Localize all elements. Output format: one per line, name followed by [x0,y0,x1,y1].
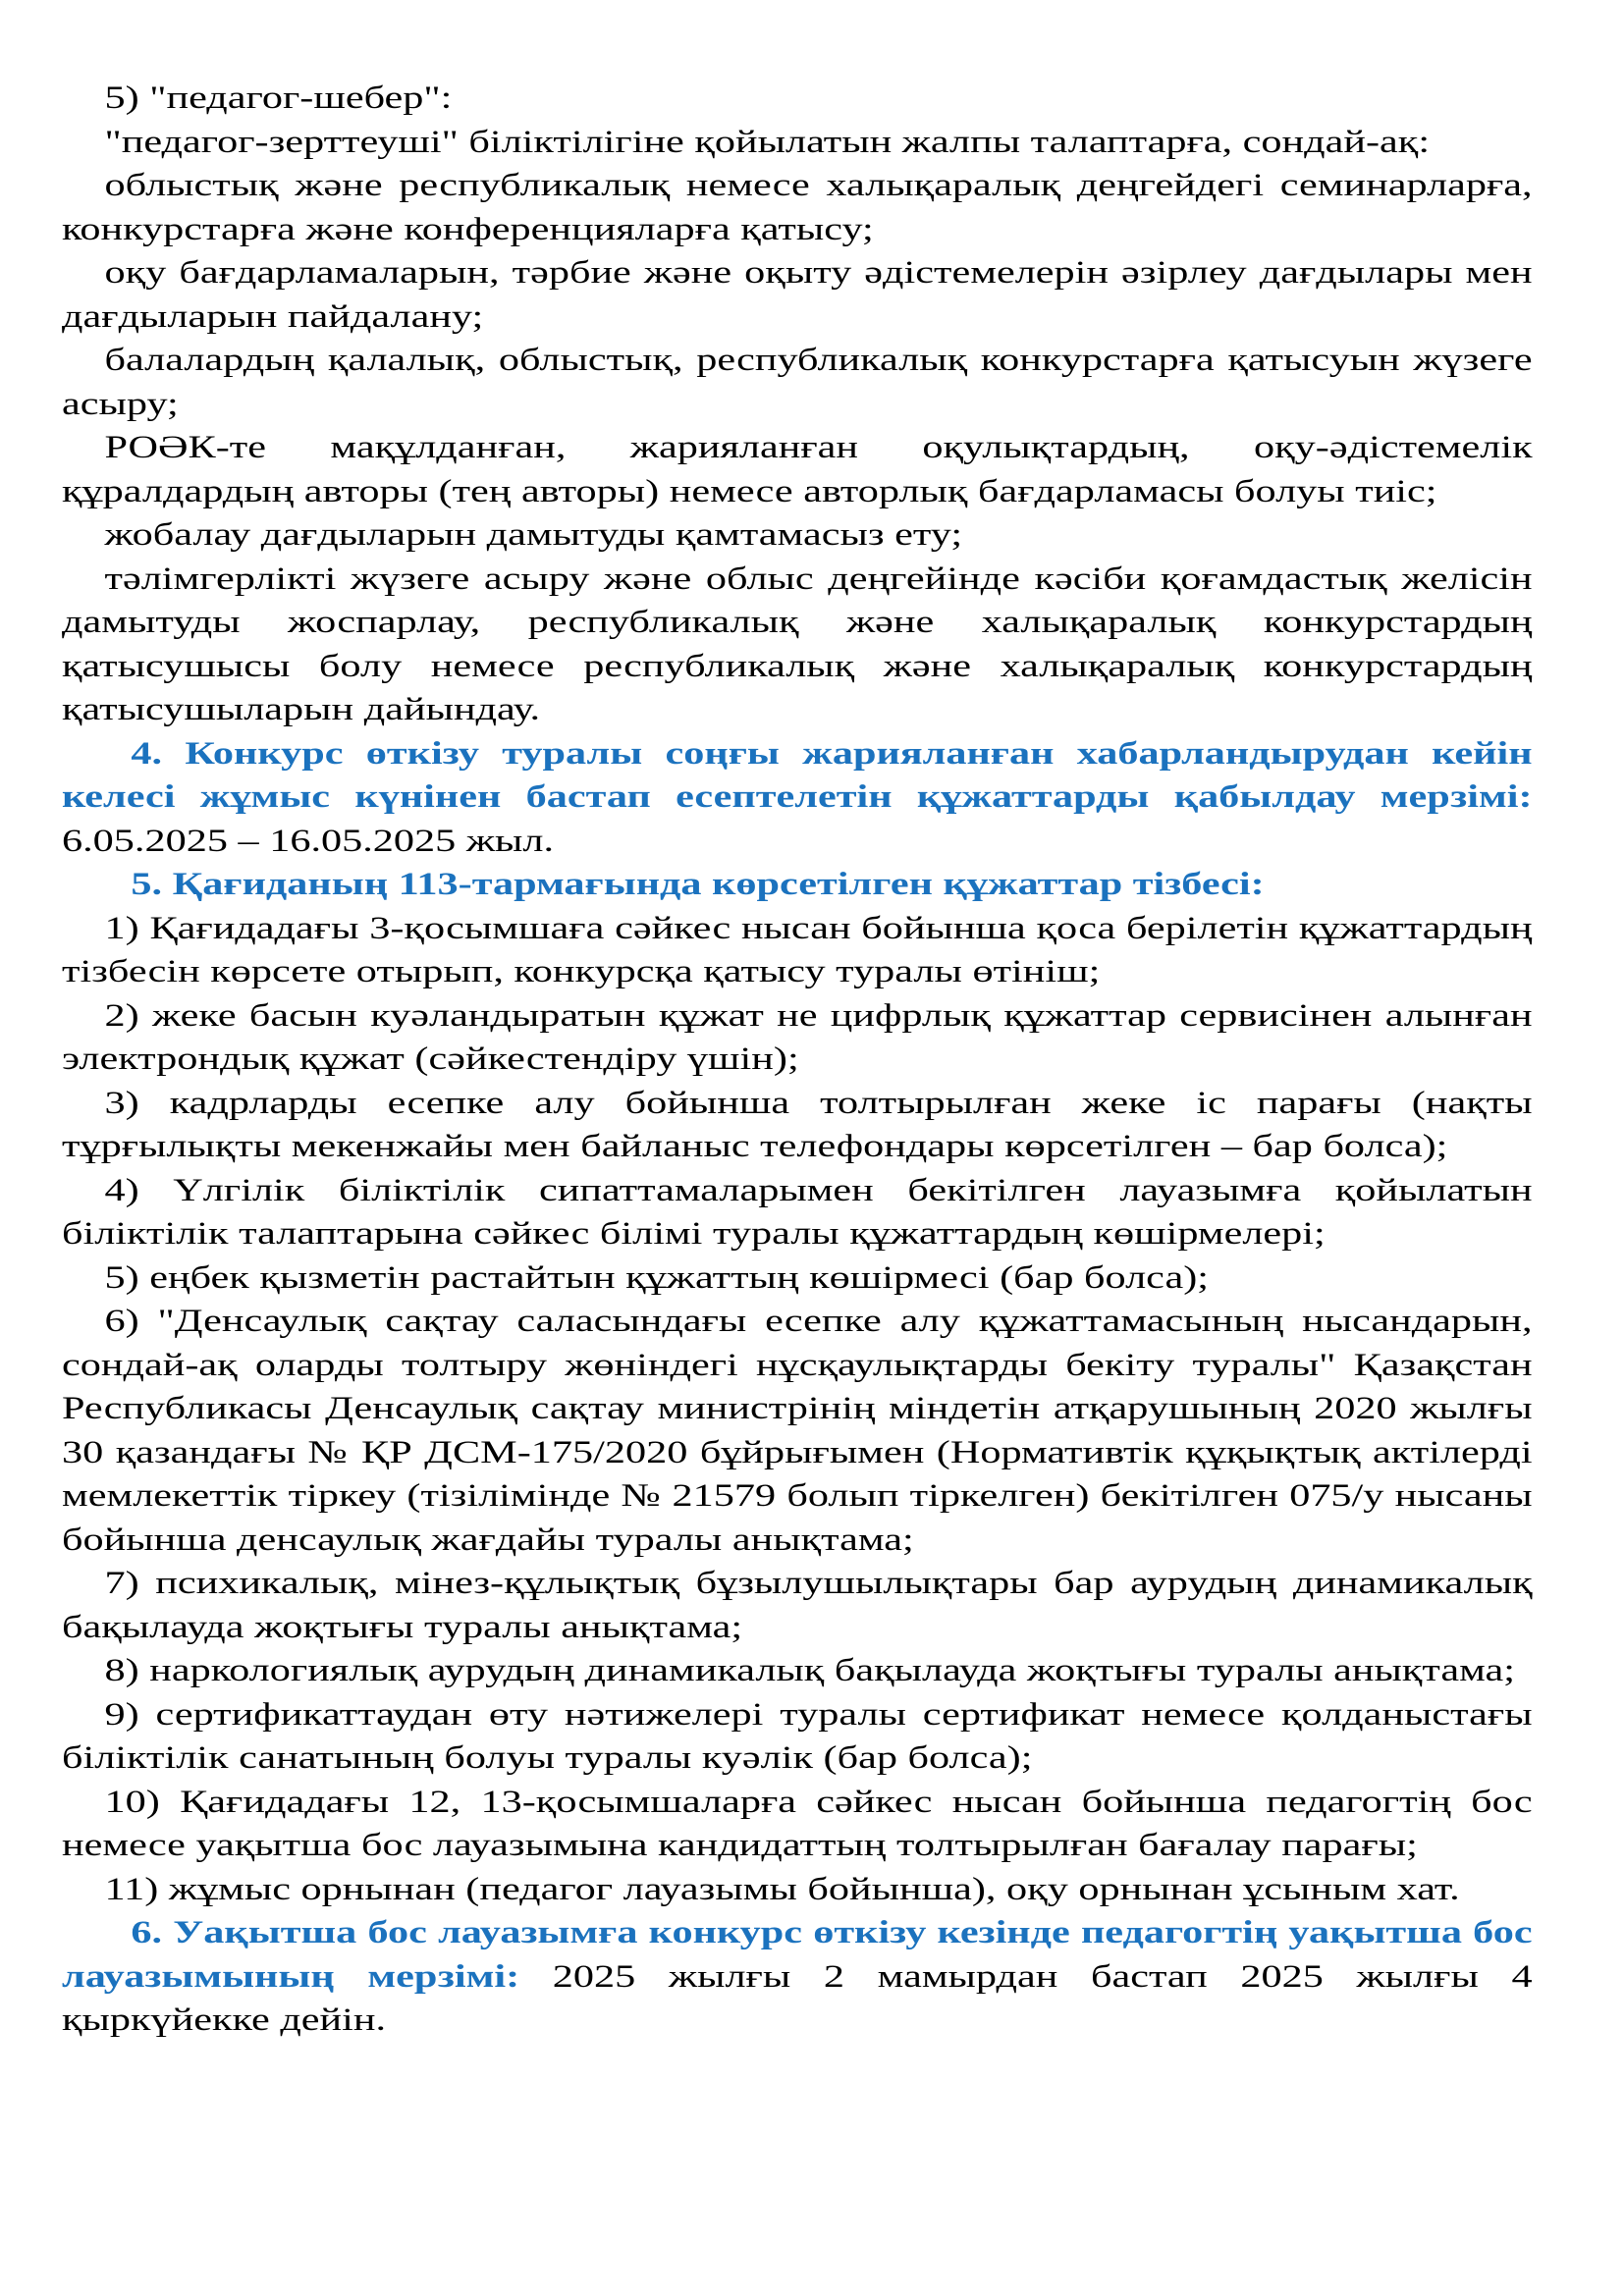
paragraph [62,121,1533,165]
heading-run: 4. Конкурс өткізу туралы соңғы жарияланған хабарландырудан кейін келесі жұмыс күнінен бастап есептелетін құжаттарды қабылдау мерзімі: [62,735,1533,815]
text-run: 6.05.2025 – 16.05.2025 жыл. [62,823,555,859]
heading-run: 5. Қағиданың 113-тармағында көрсетілген құжаттар тізбесі: [131,867,1265,902]
paragraph [62,1868,1533,1912]
text-run: 4) Үлгілік біліктілік сипаттамаларымен бекітілген лауазымға қойылатын біліктілік талаптарына сәйкес білімі туралы құжаттардың көшірмелері; [62,1172,1533,1252]
paragraph [62,907,1533,994]
text-run: тәлімгерлікті жүзеге асыру және облыс деңгейінде кәсіби қоғамдастық желісін дамытуды жоспарлау, республикалық және халықаралық конкурстардың қатысушысы болу немесе республикалық және халықаралық конкурстардың қатысушыларын дайындау. [62,561,1533,727]
text-run: облыстық және республикалық немесе халықаралық деңгейдегі семинарларға, конкурстарға және конференцияларға қатысу; [62,168,1533,247]
text-run: 2) жеке басын куәландыратын құжат не цифрлық құжаттар сервисінен алынған электрондық құжат (сәйкестендіру үшін); [62,997,1533,1077]
text-run: РОӘК-те мақұлданған, жарияланған оқулықтардың, оқу-әдістемелік құралдардың авторы (тең авторы) немесе авторлық бағдарламасы болуы тиіс; [62,430,1533,509]
text-run: 5) "педагог-шебер": [104,80,453,116]
text-run: балалардың қалалық, облыстық, республикалық конкурстарға қатысуын жүзеге асыру; [62,343,1533,422]
paragraph [62,863,1533,907]
text-run: 5) еңбек қызметін растайтын құжаттың көшірмесі (бар болса); [104,1259,1209,1296]
paragraph [62,251,1533,339]
text-run: "педагог-зерттеуші" біліктілігіне қойылатын жалпы талаптарға, сондай-ақ: [104,124,1431,160]
text-run: 10) Қағидадағы 12, 13-қосымшаларға сәйкес нысан бойынша педагогтің бос немесе уақытша бос лауазымына кандидаттың толтырылған бағалау парағы; [62,1784,1533,1863]
text-run: 3) кадрларды есепке алу бойынша толтырылған жеке іс парағы (нақты тұрғылықты мекенжайы мен байланыс телефондары көрсетілген – бар болса); [62,1085,1533,1164]
text-run: 8) наркологиялық аурудың динамикалық бақылауда жоқтығы туралы анықтама; [104,1653,1516,1688]
paragraph [62,426,1533,513]
text-run: 7) психикалық, мінез-құлықтық бұзылушылықтары бар аурудың динамикалық бақылауда жоқтығы туралы анықтама; [62,1566,1533,1645]
document-text [62,77,1533,2043]
heading-run: 6. Уақытша бос лауазымға конкурс өткізу кезінде педагогтің уақытша бос лауазымының мерзімі: [62,1915,1533,1995]
text-run: 1) Қағидадағы 3-қосымшаға сәйкес нысан бойынша қоса берілетін құжаттардың тізбесін көрсете отырып, конкурсқа қатысу туралы өтініш; [62,910,1533,989]
paragraph [62,164,1533,251]
paragraph [62,1693,1533,1781]
paragraph [62,1082,1533,1169]
paragraph [62,1781,1533,1868]
paragraph [62,339,1533,426]
paragraph [62,77,1533,121]
text-run: 6) "Денсаулық сақтау саласындағы есепке алу құжаттамасының нысандарын, сондай-ақ оларды толтыру жөніндегі нұсқаулықтарды бекіту туралы" Қазақстан Республикасы Денсаулық сақтау министрінің міндетін атқарушының 2020 жылғы 30 қазандағы № ҚР ДСМ-175/2020 бұйрығымен (Нормативтік құқықтық актілерді мемлекеттік тіркеу (тізілімінде № 21579 болып тіркелген) бекітілген 075/у нысаны бойынша денсаулық жағдайы туралы анықтама; [62,1304,1533,1558]
text-run: жобалау дағдыларын дамытуды қамтамасыз ету; [104,517,963,553]
paragraph [62,1300,1533,1562]
text-run: 2025 жылғы 2 мамырдан бастап 2025 жылғы 4 қыркүйекке дейін. [62,1958,1533,2038]
paragraph [62,732,1533,864]
paragraph [62,1256,1533,1301]
paragraph [62,994,1533,1082]
paragraph [62,1169,1533,1256]
text-run: 9) сертификаттаудан өту нәтижелері туралы сертификат немесе қолданыстағы біліктілік санатының болуы туралы куәлік (бар болса); [62,1696,1533,1776]
text-run: оқу бағдарламаларын, тәрбие және оқыту әдістемелерін әзірлеу дағдылары мен дағдыларын пайдалану; [62,255,1533,335]
paragraph [62,1911,1533,2043]
paragraph [62,513,1533,558]
paragraph [62,558,1533,732]
paragraph [62,1649,1533,1693]
text-run: 11) жұмыс орнынан (педагог лауазымы бойынша), оқу орнынан ұсыным хат. [104,1871,1460,1907]
paragraph [62,1562,1533,1649]
